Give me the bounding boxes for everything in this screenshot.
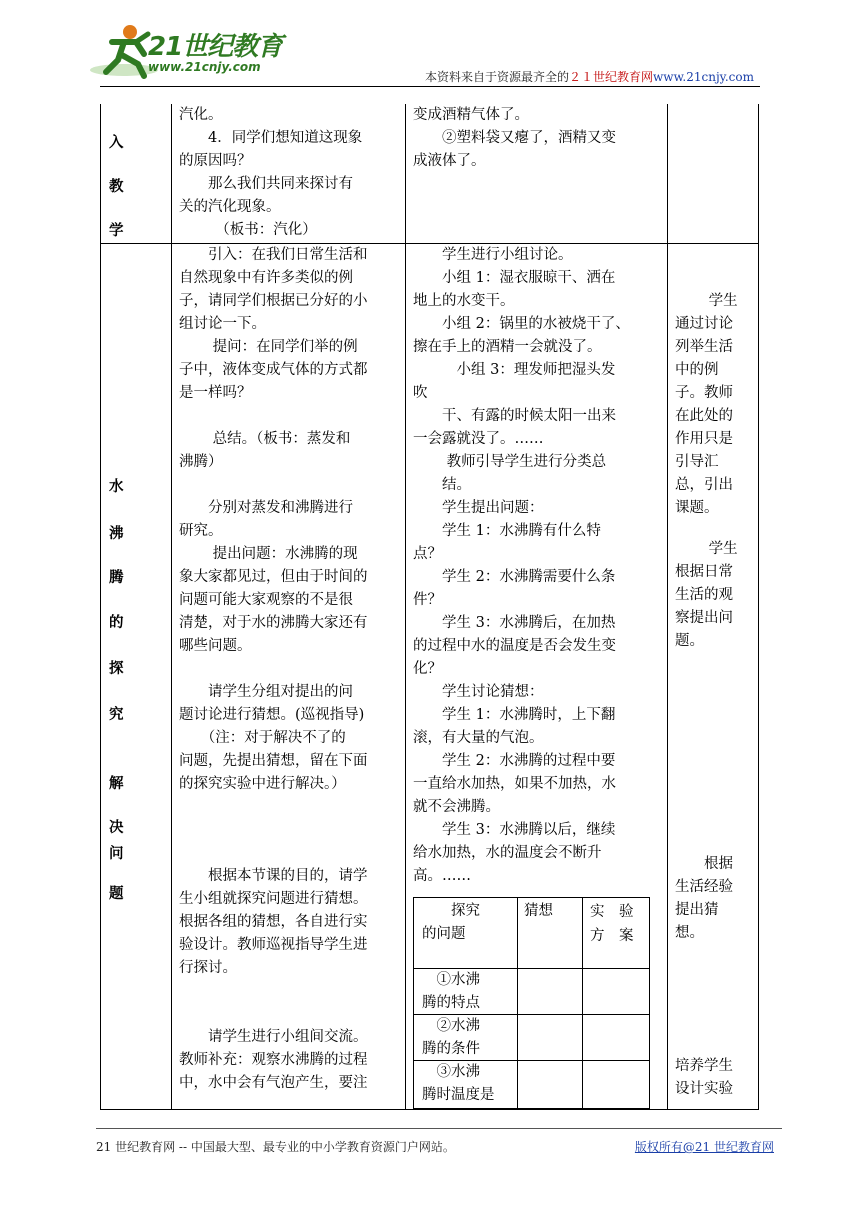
top-row-label-3: 学 (109, 223, 124, 239)
text-line: 提出问题：水沸腾的现 (179, 546, 358, 562)
footer-divider (96, 1128, 782, 1129)
main-label-2: 沸 (109, 526, 124, 542)
intent-block-4 (675, 1055, 757, 1101)
text-line: 子。教师 (675, 385, 733, 401)
top-student-text (413, 104, 665, 173)
text-line: 结。 (413, 477, 471, 493)
table-border-bottom (100, 1109, 758, 1110)
header-note-site[interactable]: www.21cnjy.com (653, 70, 754, 84)
text-line: 小组 2：锅里的水被烧干了、 (413, 316, 630, 332)
text-line: 就不会沸腾。 (413, 799, 500, 815)
text-line: 关的汽化现象。 (179, 199, 281, 215)
main-label-5: 探 (109, 661, 124, 677)
text-line: 研究。 (179, 523, 223, 539)
main-label-3: 腾 (109, 570, 124, 586)
logo-wordmark: 21世纪教育 (148, 32, 283, 62)
table-border-right (758, 104, 759, 1110)
text-line: 学生 (675, 293, 738, 309)
header-source-note (425, 68, 754, 85)
inquiry-col-line (517, 898, 518, 1108)
text-line: 行探讨。 (179, 960, 237, 976)
text-line: 总结。（板书：蒸发和 (179, 431, 351, 447)
text-line: 问题可能大家观察的不是很 (179, 592, 353, 608)
intent-block-3 (675, 853, 757, 945)
spacer (179, 980, 403, 1026)
text-line: 生活经验 (675, 879, 733, 895)
text-line: 的原因吗？ (179, 153, 252, 169)
text-line: 学生进行小组讨论。 (413, 247, 573, 263)
inquiry-row-2 (422, 1015, 480, 1061)
text-line: 的探究实验中进行解决。） (179, 776, 346, 792)
text-line: 子，请同学们根据已分好的小 (179, 293, 368, 309)
header-divider (100, 86, 760, 87)
intent-block-1 (675, 290, 757, 520)
text-line: 题。 (675, 633, 704, 649)
text-line: 提出猜 (675, 902, 719, 918)
text-line: 学生提出问题： (413, 500, 544, 516)
table-border-left (100, 104, 101, 1110)
text-line: 引入：在我们日常生活和 (179, 247, 368, 263)
text-line: 子中，液体变成气体的方式都 (179, 362, 368, 378)
text-line: 根据 (675, 856, 733, 872)
text-line: 实 验 (590, 904, 634, 920)
main-student-text (413, 244, 665, 888)
text-line: 一直给水加热，如果不加热，水 (413, 776, 616, 792)
table-divider-1 (171, 104, 172, 1110)
text-line: 教师引导学生进行分类总 (413, 454, 607, 470)
text-line: 清楚，对于水的沸腾大家还有 (179, 615, 368, 631)
text-line: 问题，先提出猜想，留在下面 (179, 753, 368, 769)
text-line: 象大家都见过，但由于时间的 (179, 569, 368, 585)
top-teacher-text (179, 104, 403, 242)
text-line: 滚，有大量的气泡。 (413, 730, 544, 746)
text-line: 设计实验 (675, 1081, 733, 1097)
text-line: ②水沸 (422, 1018, 480, 1034)
text-line: 学生 2：水沸腾需要什么条 (413, 569, 616, 585)
text-line: 学生 2：水沸腾的过程中要 (413, 753, 616, 769)
main-label-8: 决 (109, 820, 124, 836)
text-line: 总，引出 (675, 477, 733, 493)
text-line: 成液体了。 (413, 153, 486, 169)
spacer (179, 405, 403, 428)
text-line: 学生 1：水沸腾有什么特 (413, 523, 601, 539)
main-label-7: 解 (109, 776, 124, 792)
footer-site-description: 21 世纪教育网 -- 中国最大型、最专业的中小学教育资源门户网站。 (96, 1140, 455, 1154)
text-line: 课题。 (675, 500, 719, 516)
text-line: 题讨论进行猜想。(巡视指导) (179, 707, 365, 723)
text-line: 那么我们共同来探讨有 (179, 176, 353, 192)
text-line: 中的例 (675, 362, 719, 378)
text-line: 列举生活 (675, 339, 733, 355)
text-line: 学生讨论猜想： (413, 684, 544, 700)
text-line: 想。 (675, 925, 704, 941)
spacer (179, 474, 403, 497)
text-line: 学生 (675, 541, 738, 557)
text-line: 根据日常 (675, 564, 733, 580)
text-line: 引导汇 (675, 454, 719, 470)
inquiry-header-guess: 猜想 (524, 903, 553, 919)
text-line: 通过讨论 (675, 316, 733, 332)
text-line: 沸腾） (179, 454, 223, 470)
text-line: 学生 3：水沸腾以后，继续 (413, 822, 616, 838)
text-line: 给水加热，水的温度会不断升 (413, 845, 602, 861)
text-line: 件？ (413, 592, 442, 608)
text-line: 点？ (413, 546, 442, 562)
text-line: 化？ (413, 661, 442, 677)
text-line: 高。…… (413, 868, 471, 884)
table-divider-3 (667, 104, 668, 1110)
text-line: 分别对蒸发和沸腾进行 (179, 500, 353, 516)
spacer (179, 796, 403, 865)
text-line: ②塑料袋又瘪了，酒精又变 (413, 130, 616, 146)
text-line: （注：对于解决不了的 (179, 730, 346, 746)
text-line: 干、有露的时候太阳一出来 (413, 408, 616, 424)
inquiry-table (413, 897, 650, 1109)
text-line: 腾的条件 (422, 1041, 480, 1057)
text-line: 4．同学们想知道这现象 (179, 130, 363, 146)
text-line: 腾的特点 (422, 995, 480, 1011)
text-line: 根据各组的猜想，各自进行实 (179, 914, 368, 930)
text-line: 生小组就探究问题进行猜想。 (179, 891, 368, 907)
text-line: 吹 (413, 385, 428, 401)
text-line: ③水沸 (422, 1064, 480, 1080)
header-note-prefix: 本资料来自于资源最齐全的 (425, 70, 570, 84)
text-line: 请学生进行小组间交流。 (179, 1029, 368, 1045)
main-label-1: 水 (109, 479, 124, 495)
text-line: 验设计。教师巡视指导学生进 (179, 937, 368, 953)
text-line: 组讨论一下。 (179, 316, 266, 332)
text-line: 中，水中会有气泡产生，要注 (179, 1075, 368, 1091)
text-line: 变成酒精气体了。 (413, 107, 529, 123)
text-line: 哪些问题。 (179, 638, 252, 654)
text-line: 地上的水变干。 (413, 293, 515, 309)
inquiry-row-3 (422, 1061, 495, 1107)
page-header (0, 0, 860, 92)
text-line: 培养学生 (675, 1058, 733, 1074)
main-teacher-text (179, 244, 403, 1095)
text-line: 作用只是 (675, 431, 733, 447)
text-line: 提问：在同学们举的例 (179, 339, 358, 355)
logo-url: www.21cnjy.com (148, 60, 261, 74)
text-line: 学生 1：水沸腾时，上下翻 (413, 707, 616, 723)
text-line: 自然现象中有许多类似的例 (179, 270, 353, 286)
inquiry-col-line (582, 898, 583, 1108)
text-line: ①水沸 (422, 972, 480, 988)
text-line: 小组 3：理发师把湿头发 (413, 362, 616, 378)
text-line: 请学生分组对提出的问 (179, 684, 353, 700)
text-line: 是一样吗？ (179, 385, 252, 401)
text-line: 探究 (422, 903, 480, 919)
main-label-10: 题 (109, 886, 124, 902)
header-note-brand: ２１世纪教育网 (569, 70, 654, 84)
main-label-9: 问 (109, 846, 124, 862)
table-divider-2 (405, 104, 406, 1110)
top-row-label-1: 入 (109, 135, 124, 151)
text-line: 学生 3：水沸腾后，在加热 (413, 615, 616, 631)
intent-block-2 (675, 538, 757, 653)
main-label-4: 的 (109, 615, 124, 631)
top-row-label-2: 教 (109, 179, 124, 195)
footer-copyright-link[interactable]: 版权所有@21 世纪教育网 (634, 1140, 774, 1154)
text-line: 一会露就没了。…… (413, 431, 544, 447)
text-line: 汽化。 (179, 107, 223, 123)
text-line: 的问题 (422, 926, 466, 942)
text-line: 的过程中水的温度是否会发生变 (413, 638, 616, 654)
text-line: 在此处的 (675, 408, 733, 424)
inquiry-header-question (422, 900, 480, 946)
text-line: 生活的观 (675, 587, 733, 603)
text-line: 方 案 (590, 928, 634, 944)
text-line: 察提出问 (675, 610, 733, 626)
text-line: 根据本节课的目的，请学 (179, 868, 368, 884)
text-line: 小组 1：湿衣服晾干、洒在 (413, 270, 616, 286)
main-label-6: 究 (109, 707, 124, 723)
text-line: 教师补充：观察水沸腾的过程 (179, 1052, 368, 1068)
inquiry-header-plan (590, 900, 634, 948)
text-line: 擦在手上的酒精一会就没了。 (413, 339, 602, 355)
inquiry-row-1 (422, 969, 480, 1015)
text-line: 腾时温度是 (422, 1087, 495, 1103)
text-line: （板书：汽化） (179, 222, 317, 238)
spacer (179, 658, 403, 681)
